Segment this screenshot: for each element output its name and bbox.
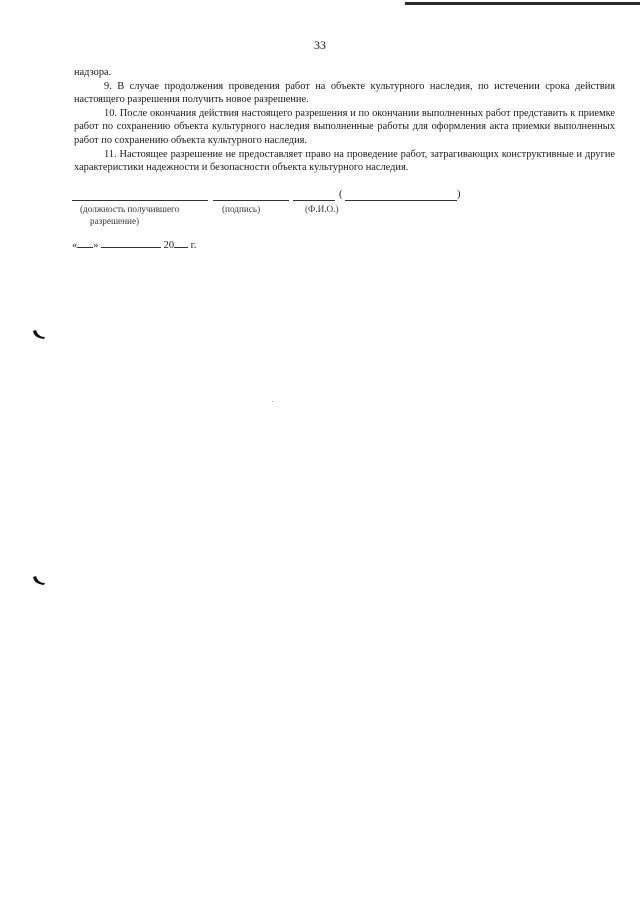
scan-speck [272,401,273,402]
position-caption-line-1: (должность получившего [80,204,180,214]
paragraph-9: 9. В случае продолжения проведения работ на объекте культурного наследия, по истечении срока действия настоящего разрешения получить новое разрешение. [74,80,615,106]
date-open-quote: « [72,240,78,251]
name-field-line [345,200,457,201]
punch-hole-mark-icon [32,329,46,341]
signature-line [213,200,289,201]
month-blank [101,239,161,248]
position-caption [80,203,179,227]
year-prefix: 20 [163,240,175,251]
paragraph-11: 11. Настоящее разрешение не предоставляет право на проведение работ, затрагивающих конструктивные и другие характеристики надежности и безопасности объекта культурного наследия. [74,148,615,174]
year-blank [174,239,188,248]
name-caption: (Ф.И.О.) [305,204,339,214]
position-caption-line-2: разрешение) [90,216,140,226]
page-number: 33 [314,38,326,52]
paragraph-10: 10. После окончания действия настоящего разрешения и по окончании выполненных работ представить к приемке работ по сохранению объекта культурного наследия выполненные работы для оформления акта приемки выполненных работ по сохранению объекта культурного наследия. [74,107,615,146]
signature-caption: (подпись) [222,204,261,214]
name-signature-line [293,200,335,201]
day-blank [77,239,93,248]
name-open-paren: ( [339,189,343,200]
document-body [74,66,615,175]
date-line [72,239,196,251]
year-suffix: г. [190,240,197,251]
top-edge-line [405,2,640,5]
date-close-quote: » [93,240,99,251]
punch-hole-mark-icon [32,575,46,587]
position-signature-line [72,200,208,201]
name-close-paren: ) [457,189,461,200]
paragraph-continuation: надзора. [74,67,112,78]
